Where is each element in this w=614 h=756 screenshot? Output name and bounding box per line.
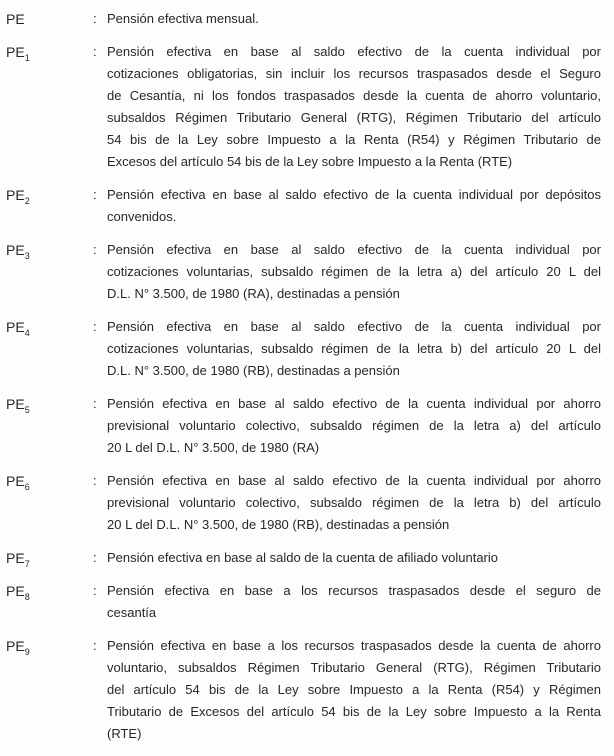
definition-line: 20 L del D.L. N° 3.500, de 1980 (RA) [107,440,320,455]
term-text: PE [6,583,25,599]
definition-line: 54 bis de la Ley sobre Impuesto a la Renta (R54) y Régimen Tributario de [107,132,601,147]
term-subscript: 2 [24,195,30,206]
definition-line: D.L. N° 3.500, de 1980 (RB), destinadas a pensión [107,363,400,378]
colon-separator: : [93,319,97,334]
term-text: PE [6,187,25,203]
definition-line: Pensión efectiva en base al saldo de la cuenta de afiliado voluntario [107,550,498,565]
term-subscript: 4 [24,327,30,338]
definition-text [107,470,601,536]
term-subscript: 8 [24,591,30,602]
definition-entry [6,316,601,382]
definition-entry [6,470,601,536]
definition-text [107,239,601,305]
definition-line: voluntario, subsaldos Régimen Tributario General (RTG), Régimen Tributario [107,660,601,675]
definition-entry [6,239,601,305]
term-subscript: 7 [24,558,30,569]
definition-entry [6,547,601,569]
definition-text [107,316,601,382]
definition-text [107,8,601,30]
definition-line: previsional voluntario colectivo, subsaldo régimen de la letra b) del artículo [107,495,601,510]
definition-line: Pensión efectiva en base al saldo efectivo de la cuenta individual por [107,242,601,257]
term-label [6,470,93,492]
definition-entry [6,580,601,624]
term-text: PE [6,473,25,489]
term-label [6,184,93,206]
definition-text [107,393,601,459]
definition-line: D.L. N° 3.500, de 1980 (RA), destinadas a pensión [107,286,400,301]
term-label [6,580,93,602]
colon-separator: : [93,583,97,598]
definition-text [107,547,601,569]
definition-line: Pensión efectiva mensual. [107,11,259,26]
colon-separator: : [93,550,97,565]
term-label [6,41,93,63]
term-label [6,635,93,657]
definition-entry [6,8,601,30]
definition-text [107,580,601,624]
definition-line: Pensión efectiva en base al saldo efectivo de la cuenta individual por ahorro [107,473,601,488]
term-text: PE [6,44,25,60]
colon-separator: : [93,187,97,202]
definition-line: cotizaciones voluntarias, subsaldo régimen de la letra b) del artículo 20 L del [107,341,601,356]
colon-separator: : [93,638,97,653]
definition-line: cotizaciones voluntarias, subsaldo régimen de la letra a) del artículo 20 L del [107,264,601,279]
colon-separator: : [93,11,97,26]
definition-entry [6,635,601,745]
definition-entry [6,393,601,459]
definition-text [107,184,601,228]
definition-line: previsional voluntario colectivo, subsaldo régimen de la letra a) del artículo [107,418,601,433]
colon-separator: : [93,44,97,59]
definition-line: convenidos. [107,209,177,224]
definition-line: Excesos del artículo 54 bis de la Ley sobre Impuesto a la Renta (RTE) [107,154,513,169]
definition-line: Tributario de Excesos del artículo 54 bis de la Ley sobre Impuesto a la Renta [107,704,601,719]
definition-text [107,41,601,173]
term-text: PE [6,550,25,566]
definition-entry [6,41,601,173]
definition-line: de Cesantía, ni los fondos traspasados desde la cuenta de ahorro voluntario, [107,88,601,103]
definition-entry [6,184,601,228]
colon-separator: : [93,242,97,257]
definition-line: subsaldos Régimen Tributario General (RTG), Régimen Tributario del artículo [107,110,601,125]
term-text: PE [6,638,25,654]
definition-line: 20 L del D.L. N° 3.500, de 1980 (RB), destinadas a pensión [107,517,450,532]
term-subscript: 3 [24,250,30,261]
definition-line: Pensión efectiva en base al saldo efectivo de la cuenta individual por [107,44,601,59]
term-text: PE [6,242,25,258]
term-subscript: 9 [24,646,30,657]
definition-text [107,635,601,745]
term-text: PE [6,396,25,412]
definition-line: Pensión efectiva en base a los recursos traspasados desde el seguro de [107,583,601,598]
definition-line: Pensión efectiva en base a los recursos traspasados desde la cuenta de ahorro [107,638,601,653]
definitions-list [6,8,601,745]
term-label [6,239,93,261]
colon-separator: : [93,473,97,488]
definition-line: cesantía [107,605,157,620]
term-subscript: 1 [24,52,30,63]
term-subscript: 5 [24,404,30,415]
term-label [6,547,93,569]
definition-line: (RTE) [107,726,142,741]
colon-separator: : [93,396,97,411]
term-text: PE [6,319,25,335]
term-subscript: 6 [24,481,30,492]
definition-line: Pensión efectiva en base al saldo efectivo de la cuenta individual por ahorro [107,396,601,411]
definition-line: Pensión efectiva en base al saldo efectivo de la cuenta individual por [107,319,601,334]
definition-line: Pensión efectiva en base al saldo efectivo de la cuenta individual por depósitos [107,187,601,202]
definition-line: del artículo 54 bis de la Ley sobre Impuesto a la Renta (R54) y Régimen [107,682,601,697]
definition-line: cotizaciones obligatorias, sin incluir los recursos traspasados desde el Seguro [107,66,601,81]
term-label [6,393,93,415]
term-label [6,316,93,338]
term-label [6,8,93,30]
term-text: PE [6,11,25,27]
